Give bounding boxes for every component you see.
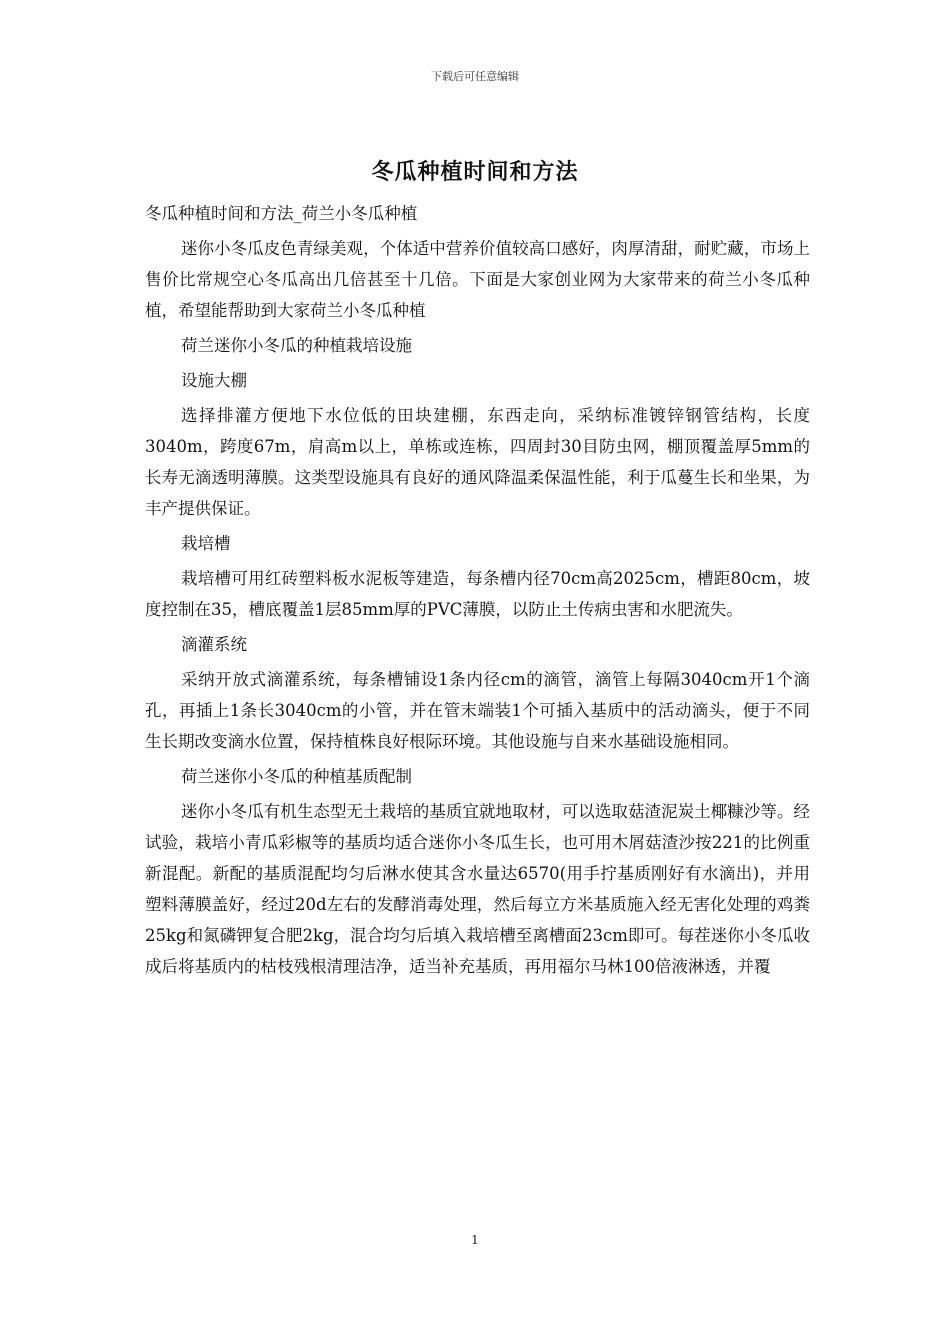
trough-paragraph: 栽培槽可用红砖塑料板水泥板等建造，每条槽内径70cm高2025cm，槽距80cm，坡度控制在35，槽底覆盖1层85mm厚的PVC薄膜，以防止土传病虫害和水肥流失。	[145, 569, 810, 619]
section-heading-facilities: 荷兰迷你小冬瓜的种植栽培设施	[181, 336, 412, 355]
document-body	[145, 198, 810, 986]
page-header: 下载后可任意编辑	[431, 70, 519, 83]
intro-paragraph: 迷你小冬瓜皮色青绿美观，个体适中营养价值较高口感好，肉厚清甜，耐贮藏，市场上售价比常规空心冬瓜高出几倍甚至十几倍。下面是大家创业网为大家带来的荷兰小冬瓜种植，希望能帮助到大家荷兰小冬瓜种植	[145, 239, 810, 320]
subheading-drip-irrigation: 滴灌系统	[181, 635, 247, 654]
greenhouse-paragraph: 选择排灌方便地下水位低的田块建棚，东西走向，采纳标准镀锌钢管结构，长度3040m，跨度67m，肩高m以上，单栋或连栋，四周封30目防虫网，棚顶覆盖厚5mm的长寿无滴透明薄膜。这类型设施具有良好的通风降温柔保温性能，利于瓜蔓生长和坐果，为丰产提供保证。	[145, 406, 810, 518]
section-heading-substrate: 荷兰迷你小冬瓜的种植基质配制	[181, 767, 412, 786]
subheading-greenhouse: 设施大棚	[181, 371, 247, 390]
substrate-paragraph: 迷你小冬瓜有机生态型无土栽培的基质宜就地取材，可以选取菇渣泥炭土椰糠沙等。经试验，栽培小青瓜彩椒等的基质均适合迷你小冬瓜生长，也可用木屑菇渣沙按221的比例重新混配。新配的基质混配均匀后淋水使其含水量达6570(用手拧基质刚好有水滴出)，并用塑料薄膜盖好，经过20d左右的发酵消毒处理，然后每立方米基质施入经无害化处理的鸡粪25kg和氮磷钾复合肥2kg，混合均匀后填入栽培槽至离槽面23cm即可。每茬迷你小冬瓜收成后将基质内的枯枝残根清理洁净，适当补充基质，再用福尔马林100倍液淋透，并覆	[145, 802, 810, 976]
page-number: 1	[471, 1233, 479, 1247]
document-title: 冬瓜种植时间和方法	[371, 159, 579, 185]
subtitle-paragraph: 冬瓜种植时间和方法_荷兰小冬瓜种植	[145, 204, 418, 223]
irrigation-paragraph: 采纳开放式滴灌系统，每条槽铺设1条内径cm的滴管，滴管上每隔3040cm开1个滴孔，再插上1条长3040cm的小管，并在管末端装1个可插入基质中的活动滴头，便于不同生长期改变滴水位置，保持植株良好根际环境。其他设施与自来水基础设施相同。	[145, 670, 810, 751]
subheading-cultivation-trough: 栽培槽	[181, 534, 231, 553]
